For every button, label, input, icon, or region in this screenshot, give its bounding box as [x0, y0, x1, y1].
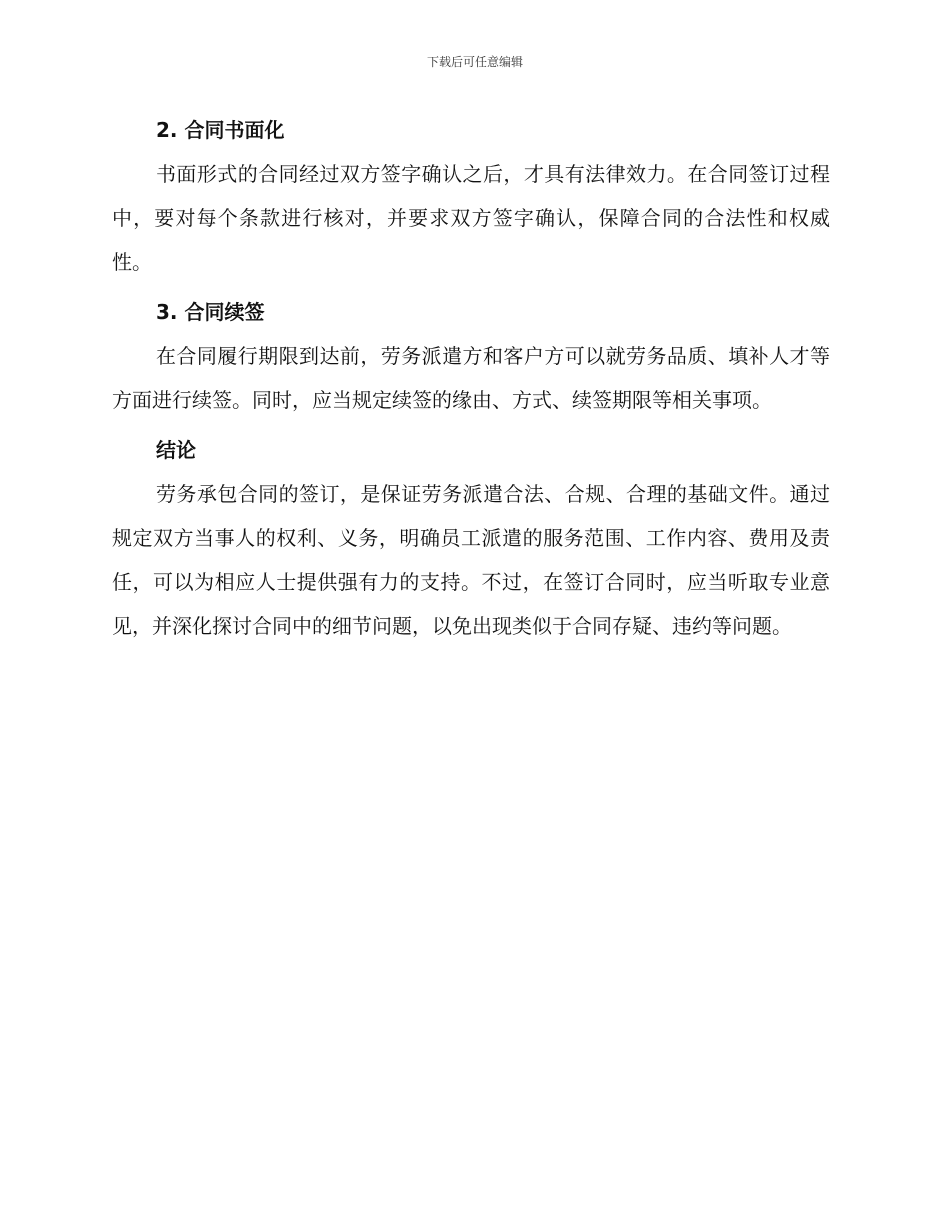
- document-body: [112, 108, 830, 648]
- section-heading-conclusion: 结论: [156, 438, 196, 462]
- section-heading-contract-written: 2. 合同书面化: [156, 118, 285, 142]
- header-note: 下载后可任意编辑: [426, 55, 523, 69]
- section-paragraph-contract-renewal: 在合同履行期限到达前，劳务派遣方和客户方可以就劳务品质、填补人才等方面进行续签。同时，应当规定续签的缘由、方式、续签期限等相关事项。: [112, 344, 830, 412]
- section-paragraph-conclusion: 劳务承包合同的签订，是保证劳务派遣合法、合规、合理的基础文件。通过规定双方当事人的权利、义务，明确员工派遣的服务范围、工作内容、费用及责任，可以为相应人士提供强有力的支持。不过，在签订合同时，应当听取专业意见，并深化探讨合同中的细节问题，以免出现类似于合同存疑、违约等问题。: [112, 482, 830, 638]
- section-heading-contract-renewal: 3. 合同续签: [156, 300, 265, 324]
- section-paragraph-contract-written: 书面形式的合同经过双方签字确认之后，才具有法律效力。在合同签订过程中，要对每个条款进行核对，并要求双方签字确认，保障合同的合法性和权威性。: [112, 162, 830, 274]
